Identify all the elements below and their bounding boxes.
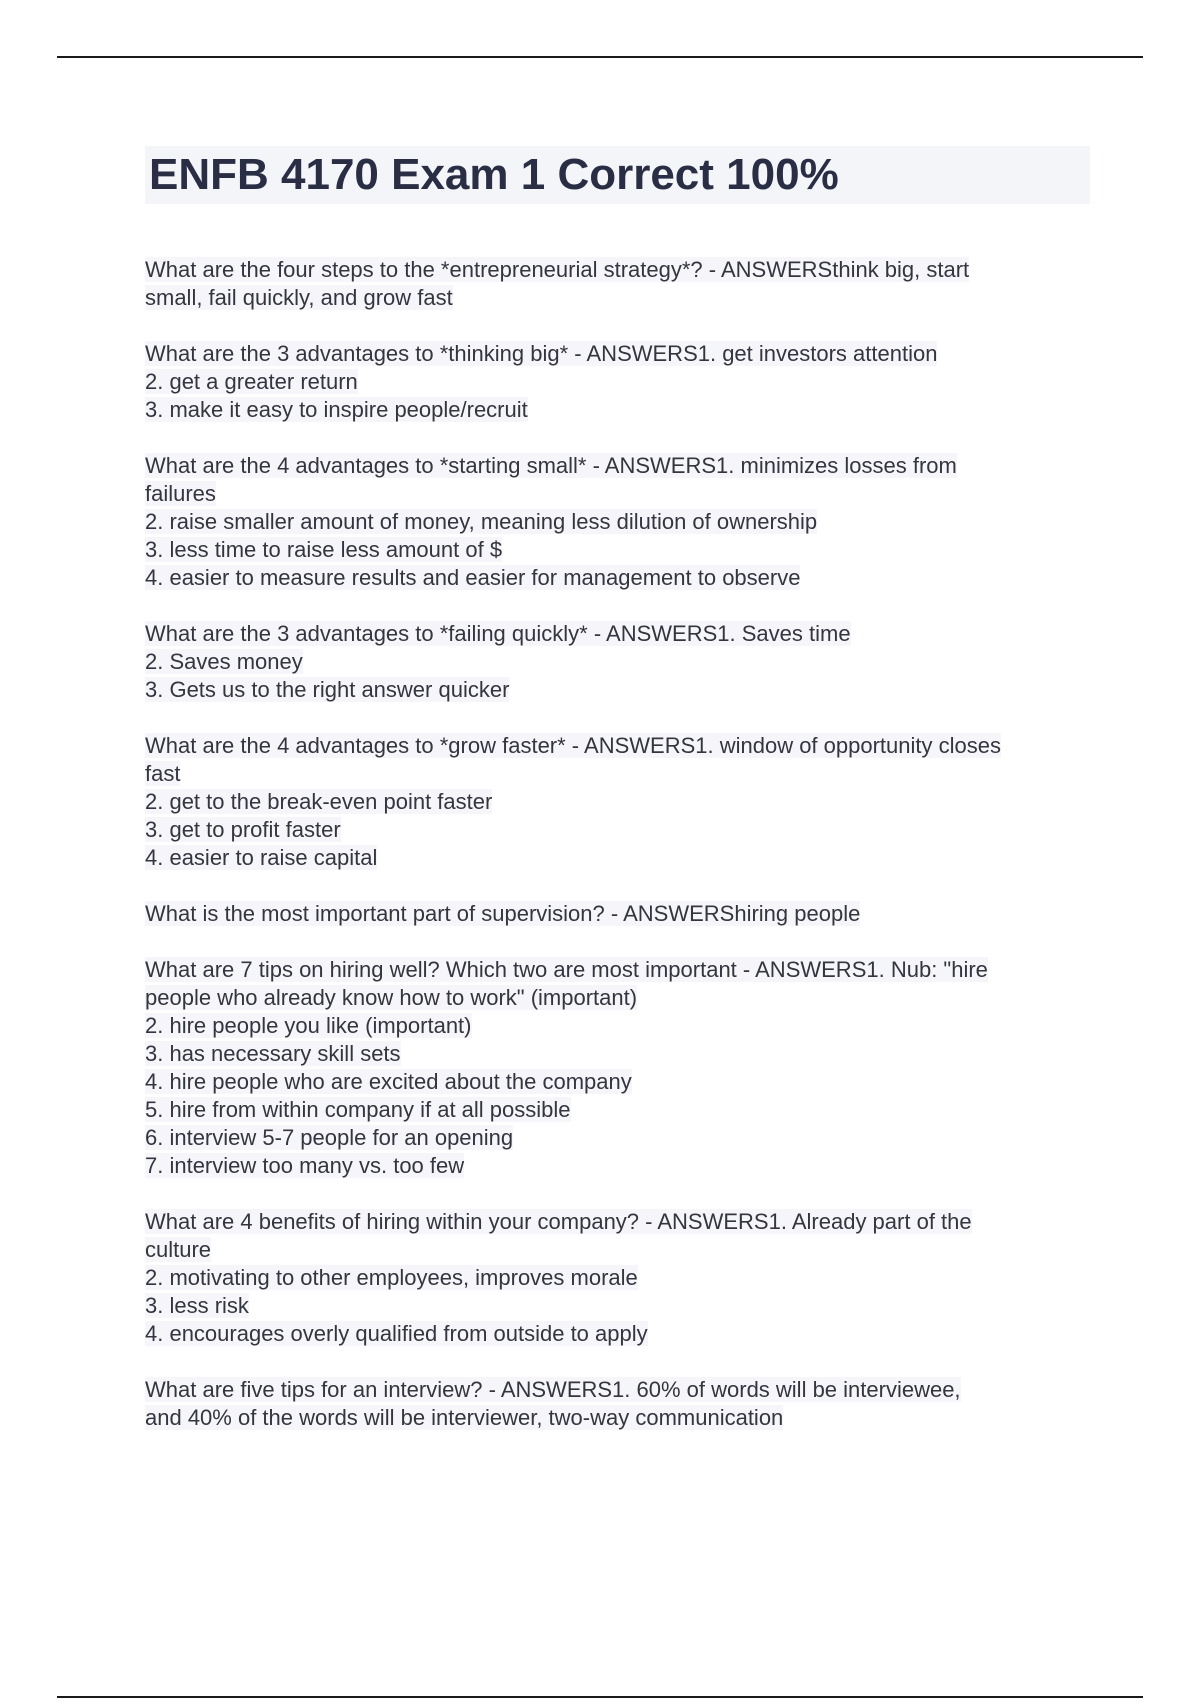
question-text xyxy=(145,1208,1090,1236)
line-text: small, fail quickly, and grow fast xyxy=(145,285,453,310)
qa-item xyxy=(145,900,1090,928)
line-text: 2. motivating to other employees, improves morale xyxy=(145,1265,638,1290)
answer-line xyxy=(145,1068,1090,1096)
qa-item xyxy=(145,452,1090,592)
line-text: 4. easier to measure results and easier for management to observe xyxy=(145,565,801,590)
answer-line xyxy=(145,676,1090,704)
answer-line xyxy=(145,844,1090,872)
question-text xyxy=(145,452,1090,480)
line-text: 5. hire from within company if at all possible xyxy=(145,1097,571,1122)
question-text xyxy=(145,620,1090,648)
line-text: 3. Gets us to the right answer quicker xyxy=(145,677,510,702)
top-rule xyxy=(57,56,1143,58)
answer-line xyxy=(145,368,1090,396)
line-text: 4. easier to raise capital xyxy=(145,845,378,870)
line-text: fast xyxy=(145,761,181,786)
line-text: What are 4 benefits of hiring within your company? - ANSWERS1. Already part of the xyxy=(145,1209,972,1234)
answer-line xyxy=(145,1096,1090,1124)
answer-line xyxy=(145,508,1090,536)
qa-item xyxy=(145,620,1090,704)
answer-line xyxy=(145,984,1090,1012)
line-text: 3. make it easy to inspire people/recruit xyxy=(145,397,528,422)
line-text: What are the 4 advantages to *grow faster* - ANSWERS1. window of opportunity closes xyxy=(145,733,1001,758)
line-text: 3. less time to raise less amount of $ xyxy=(145,537,503,562)
qa-item xyxy=(145,956,1090,1180)
answer-line xyxy=(145,1236,1090,1264)
answer-line xyxy=(145,648,1090,676)
answer-line xyxy=(145,396,1090,424)
bottom-rule xyxy=(57,1696,1143,1698)
question-text xyxy=(145,256,1090,284)
qa-list xyxy=(145,256,1090,1432)
answer-line xyxy=(145,1292,1090,1320)
qa-item xyxy=(145,1376,1090,1432)
line-text: 6. interview 5-7 people for an opening xyxy=(145,1125,514,1150)
line-text: culture xyxy=(145,1237,212,1262)
line-text: 2. get a greater return xyxy=(145,369,358,394)
question-text xyxy=(145,900,1090,928)
line-text: What are five tips for an interview? - ANSWERS1. 60% of words will be interviewee, xyxy=(145,1377,961,1402)
answer-line xyxy=(145,536,1090,564)
line-text: 3. has necessary skill sets xyxy=(145,1041,401,1066)
answer-line xyxy=(145,1404,1090,1432)
line-text: What are the 4 advantages to *starting small* - ANSWERS1. minimizes losses from xyxy=(145,453,957,478)
page-title: ENFB 4170 Exam 1 Correct 100% xyxy=(149,150,839,199)
answer-line xyxy=(145,1264,1090,1292)
qa-item xyxy=(145,340,1090,424)
line-text: 4. encourages overly qualified from outside to apply xyxy=(145,1321,648,1346)
answer-line xyxy=(145,480,1090,508)
answer-line xyxy=(145,788,1090,816)
answer-line xyxy=(145,284,1090,312)
document-body xyxy=(145,146,1090,1460)
line-text: What are the 3 advantages to *failing quickly* - ANSWERS1. Saves time xyxy=(145,621,851,646)
answer-line xyxy=(145,564,1090,592)
line-text: What is the most important part of supervision? - ANSWERShiring people xyxy=(145,901,861,926)
line-text: 2. Saves money xyxy=(145,649,303,674)
line-text: What are the four steps to the *entrepreneurial strategy*? - ANSWERSthink big, start xyxy=(145,257,970,282)
qa-item xyxy=(145,256,1090,312)
line-text: people who already know how to work" (important) xyxy=(145,985,638,1010)
question-text xyxy=(145,732,1090,760)
line-text: What are 7 tips on hiring well? Which two are most important - ANSWERS1. Nub: "hire xyxy=(145,957,988,982)
qa-item xyxy=(145,1208,1090,1348)
qa-item xyxy=(145,732,1090,872)
title-block xyxy=(145,146,1090,204)
line-text: 2. hire people you like (important) xyxy=(145,1013,472,1038)
line-text: 2. raise smaller amount of money, meaning less dilution of ownership xyxy=(145,509,818,534)
answer-line xyxy=(145,1040,1090,1068)
line-text: 2. get to the break-even point faster xyxy=(145,789,493,814)
answer-line xyxy=(145,1124,1090,1152)
line-text: 7. interview too many vs. too few xyxy=(145,1153,465,1178)
question-text xyxy=(145,956,1090,984)
line-text: 3. less risk xyxy=(145,1293,249,1318)
line-text: 3. get to profit faster xyxy=(145,817,341,842)
question-text xyxy=(145,340,1090,368)
line-text: and 40% of the words will be interviewer, two-way communication xyxy=(145,1405,784,1430)
answer-line xyxy=(145,760,1090,788)
question-text xyxy=(145,1376,1090,1404)
line-text: What are the 3 advantages to *thinking big* - ANSWERS1. get investors attention xyxy=(145,341,938,366)
answer-line xyxy=(145,1012,1090,1040)
answer-line xyxy=(145,1152,1090,1180)
answer-line xyxy=(145,1320,1090,1348)
line-text: failures xyxy=(145,481,216,506)
answer-line xyxy=(145,816,1090,844)
line-text: 4. hire people who are excited about the company xyxy=(145,1069,632,1094)
